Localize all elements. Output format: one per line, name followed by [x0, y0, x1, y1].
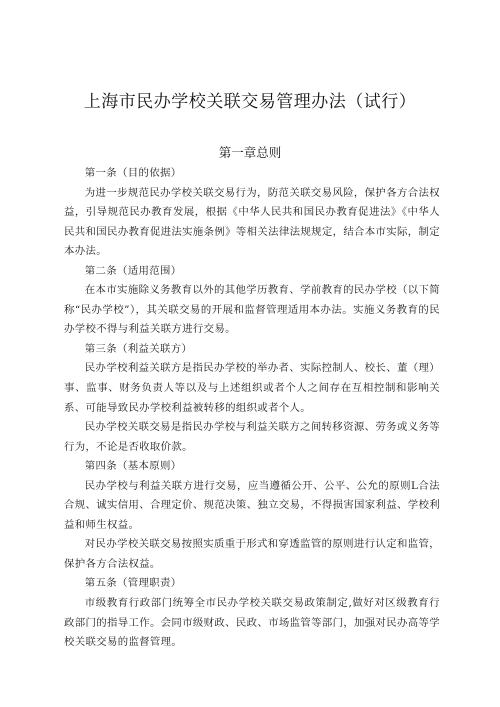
article-heading: 第四条（基本原则） [84, 460, 182, 473]
document-body [64, 164, 440, 653]
article-2 [64, 262, 440, 340]
article-heading: 第五条（管理职责） [84, 577, 182, 590]
document-title: 上海市民办学校关联交易管理办法（试行） [83, 92, 417, 112]
article-paragraph: 民办学校关联交易是指民办学校与利益关联方之间转移资源、劳务或义务等行为，不论是否收取价款。 [64, 421, 440, 453]
article-4 [64, 457, 440, 574]
article-3 [64, 340, 440, 457]
article-heading: 第一条（目的依据） [84, 167, 182, 179]
article-heading: 第三条（利益关联方） [84, 342, 193, 355]
article-paragraph: 市级教育行政部门统筹全市民办学校关联交易政策制定,做好对区级教育行政部门的指导工作。会同市级财政、民政、市场监管等部门，加强对民办高等学校关联交易的监督管理。 [64, 597, 440, 649]
article-paragraph: 为进一步规范民办学校关联交易行为，防范关联交易风险，保护各方合法权益，引导规范民办教育发展，根据《中华人民共和国民办教育促进法》《中华人民共和国民办教育促进法实施条例》等相关法律法规规定，结合本市实际，制定本办法。 [64, 186, 440, 258]
article-heading: 第二条（适用范围） [84, 264, 182, 277]
chapter-heading: 第一章总则 [218, 145, 282, 160]
article-paragraph: 民办学校利益关联方是指民办学校的举办者、实际控制人、校长、董（理）事、监事、财务负责人等以及与上述组织或者个人之间存在互相控制和影响关系、可能导致民办学校利益被转移的组织或者个人。 [64, 362, 440, 414]
article-paragraph: 民办学校与利益关联方进行交易，应当遵循公开、公平、公允的原则L合法合规、诚实信用、合理定价、规范决策、独立交易，不得损害国家利益、学校利益和师生权益。 [64, 479, 440, 531]
article-1 [64, 164, 440, 262]
article-5 [64, 574, 440, 652]
article-paragraph: 对民办学校关联交易按照实质重于形式和穿透监管的原则进行认定和监管，保护各方合法权益。 [64, 538, 440, 570]
article-paragraph: 在本市实施除义务教育以外的其他学历教育、学前教育的民办学校（以下简称“民办学校”），其关联交易的开展和监督管理适用本办法。实施义务教育的民办学校不得与利益关联方进行交易。 [64, 284, 440, 336]
